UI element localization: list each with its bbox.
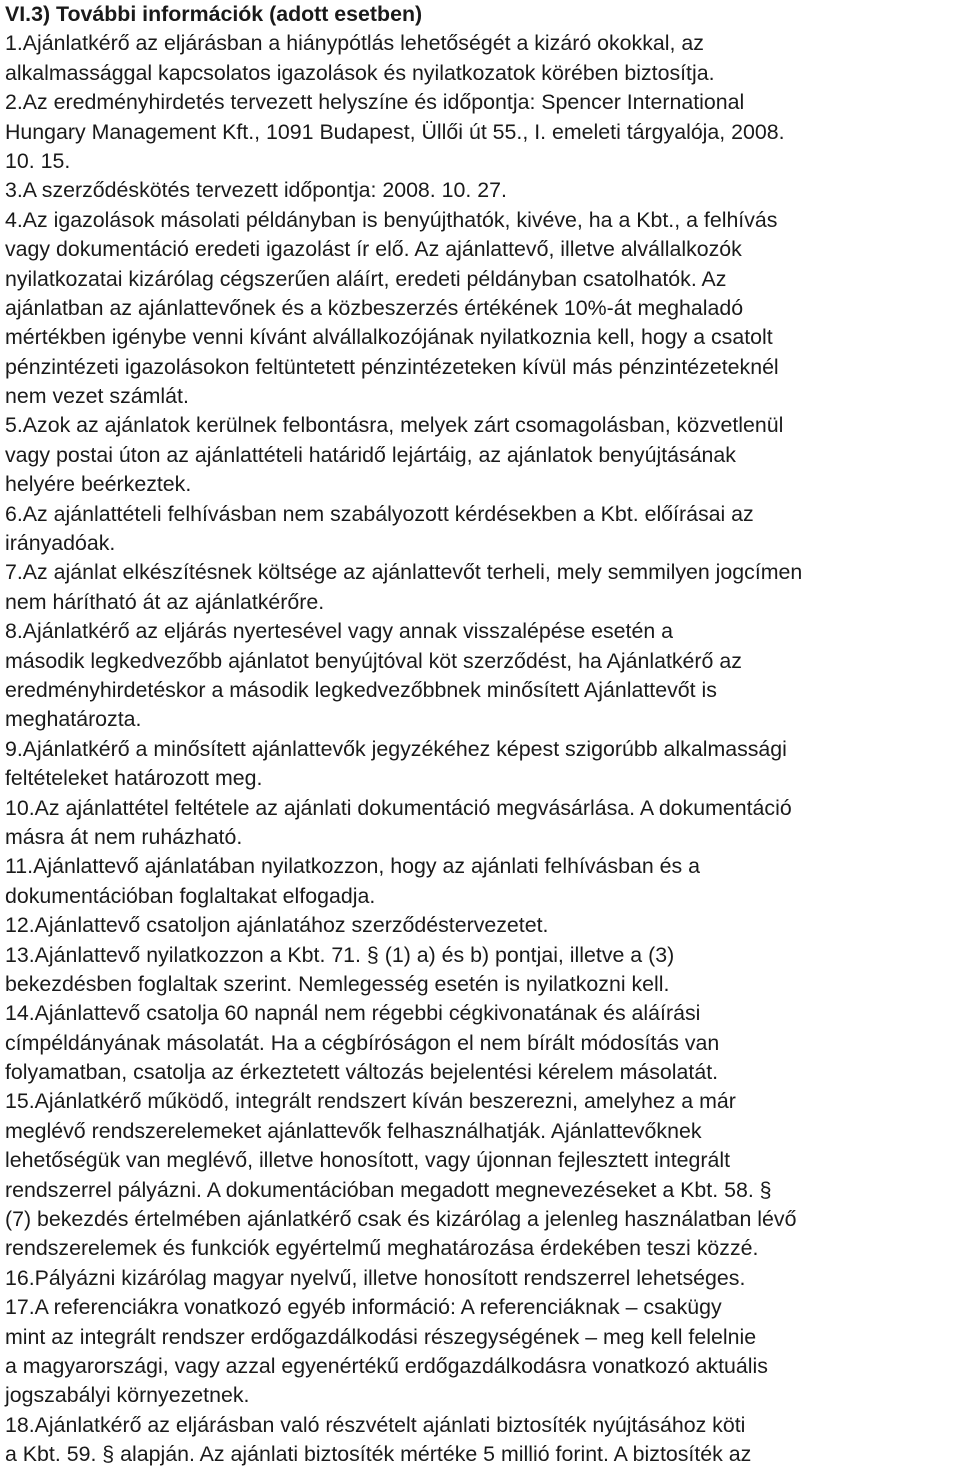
text-line: 16.Pályázni kizárólag magyar nyelvű, illetve honosított rendszerrel lehetséges. bbox=[5, 1265, 746, 1290]
text-line: 15.Ajánlatkérő működő, integrált rendszert kíván beszerezni, amelyhez a már bbox=[5, 1089, 736, 1114]
text-line: (7) bekezdés értelmében ajánlatkérő csak és kizárólag a jelenleg használatban lévő bbox=[5, 1207, 797, 1232]
text-line: nem hárítható át az ajánlatkérőre. bbox=[5, 589, 325, 614]
text-line: 7.Az ajánlat elkészítésnek költsége az ajánlattevőt terheli, mely semmilyen jogcímen bbox=[5, 560, 803, 585]
text-line: 17.A referenciákra vonatkozó egyéb információ: A referenciáknak – csakügy bbox=[5, 1295, 722, 1320]
text-line: mértékben igénybe venni kívánt alvállalkozójának nyilatkoznia kell, hogy a csatolt bbox=[5, 325, 773, 350]
text-line: vagy postai úton az ajánlattételi határidő lejártáig, az ajánlatok benyújtásának bbox=[5, 442, 736, 467]
document-page bbox=[5, 0, 960, 1470]
text-line: 2.Az eredményhirdetés tervezett helyszíne és időpontja: Spencer International bbox=[5, 90, 745, 115]
text-line: lehetőségük van meglévő, illetve honosított, vagy újonnan fejlesztett integrált bbox=[5, 1148, 731, 1173]
text-line: 9.Ajánlatkérő a minősített ajánlattevők jegyzékéhez képest szigorúbb alkalmassági bbox=[5, 736, 787, 761]
text-line: eredményhirdetéskor a második legkedvezőbbnek minősített Ajánlattevőt is bbox=[5, 677, 717, 702]
text-line: nem vezet számlát. bbox=[5, 384, 189, 409]
text-line: a magyarországi, vagy azzal egyenértékű erdőgazdálkodásra vonatkozó aktuális bbox=[5, 1353, 768, 1378]
text-line: 10. 15. bbox=[5, 148, 71, 173]
text-line: 11.Ajánlattevő ajánlatában nyilatkozzon, hogy az ajánlati felhívásban és a bbox=[5, 854, 701, 879]
text-line: meglévő rendszerelemeket ajánlattevők felhasználhatják. Ajánlattevőknek bbox=[5, 1118, 702, 1143]
text-line: jogszabályi környezetnek. bbox=[5, 1383, 250, 1408]
text-line: 13.Ajánlattevő nyilatkozzon a Kbt. 71. § (1) a) és b) pontjai, illetve a (3) bbox=[5, 942, 675, 967]
text-line: 5.Azok az ajánlatok kerülnek felbontásra, melyek zárt csomagolásban, közvetlenül bbox=[5, 413, 784, 438]
text-line: Hungary Management Kft., 1091 Budapest, Üllői út 55., I. emeleti tárgyalója, 2008. bbox=[5, 119, 785, 144]
text-line: 3.A szerződéskötés tervezett időpontja: 2008. 10. 27. bbox=[5, 178, 507, 203]
text-line: irányadóak. bbox=[5, 531, 116, 556]
text-line: nyilatkozatai kizárólag cégszerűen aláírt, eredeti példányban csatolhatók. Az bbox=[5, 266, 727, 291]
text-line: 1.Ajánlatkérő az eljárásban a hiánypótlás lehetőségét a kizáró okokkal, az bbox=[5, 31, 704, 56]
text-line: helyére beérkeztek. bbox=[5, 472, 192, 497]
text-line: dokumentációban foglaltakat elfogadja. bbox=[5, 883, 376, 908]
text-line: 18.Ajánlatkérő az eljárásban való részvételt ajánlati biztosíték nyújtásához köti bbox=[5, 1412, 746, 1437]
text-line: második legkedvezőbb ajánlatot benyújtóval köt szerződést, ha Ajánlatkérő az bbox=[5, 648, 742, 673]
text-line: feltételeket határozott meg. bbox=[5, 766, 263, 791]
text-line: 10.Az ajánlattétel feltétele az ajánlati dokumentáció megvásárlása. A dokumentáció bbox=[5, 795, 792, 820]
text-line: rendszerelemek és funkciók egyértelmű meghatározása érdekében teszi közzé. bbox=[5, 1236, 759, 1261]
text-line: 6.Az ajánlattételi felhívásban nem szabályozott kérdésekben a Kbt. előírásai az bbox=[5, 501, 754, 526]
text-line: ajánlatban az ajánlattevőnek és a közbeszerzés értékének 10%-át meghaladó bbox=[5, 295, 744, 320]
text-line: meghatározta. bbox=[5, 707, 142, 732]
text-line: folyamatban, csatolja az érkeztetett változás bejelentési kérelem másolatát. bbox=[5, 1060, 719, 1085]
text-line: 14.Ajánlattevő csatolja 60 napnál nem régebbi cégkivonatának és aláírási bbox=[5, 1001, 701, 1026]
text-line: 4.Az igazolások másolati példányban is benyújthatók, kivéve, ha a Kbt., a felhívás bbox=[5, 207, 778, 232]
text-line: címpéldányának másolatát. Ha a cégbíróságon el nem bírált módosítás van bbox=[5, 1030, 720, 1055]
section-heading: VI.3) További információk (adott esetben) bbox=[5, 2, 423, 26]
text-line: rendszerrel pályázni. A dokumentációban megadott megnevezéseket a Kbt. 58. § bbox=[5, 1177, 772, 1202]
text-line: a Kbt. 59. § alapján. Az ajánlati biztosíték mértéke 5 millió forint. A biztosíték az bbox=[5, 1442, 752, 1467]
text-line: 12.Ajánlattevő csatoljon ajánlatához szerződéstervezetet. bbox=[5, 913, 549, 938]
text-line: másra át nem ruházható. bbox=[5, 824, 243, 849]
text-line: 8.Ajánlatkérő az eljárás nyertesével vagy annak visszalépése esetén a bbox=[5, 619, 674, 644]
text-line: mint az integrált rendszer erdőgazdálkodási részegységének – meg kell felelnie bbox=[5, 1324, 757, 1349]
text-line: vagy dokumentáció eredeti igazolást ír elő. Az ajánlattevő, illetve alvállalkozók bbox=[5, 237, 742, 262]
text-line: alkalmassággal kapcsolatos igazolások és nyilatkozatok körében biztosítja. bbox=[5, 60, 715, 85]
text-line: bekezdésben foglaltak szerint. Nemlegesség esetén is nyilatkozni kell. bbox=[5, 971, 670, 996]
text-line: pénzintézeti igazolásokon feltüntetett pénzintézeteken kívül más pénzintézeteknél bbox=[5, 354, 779, 379]
